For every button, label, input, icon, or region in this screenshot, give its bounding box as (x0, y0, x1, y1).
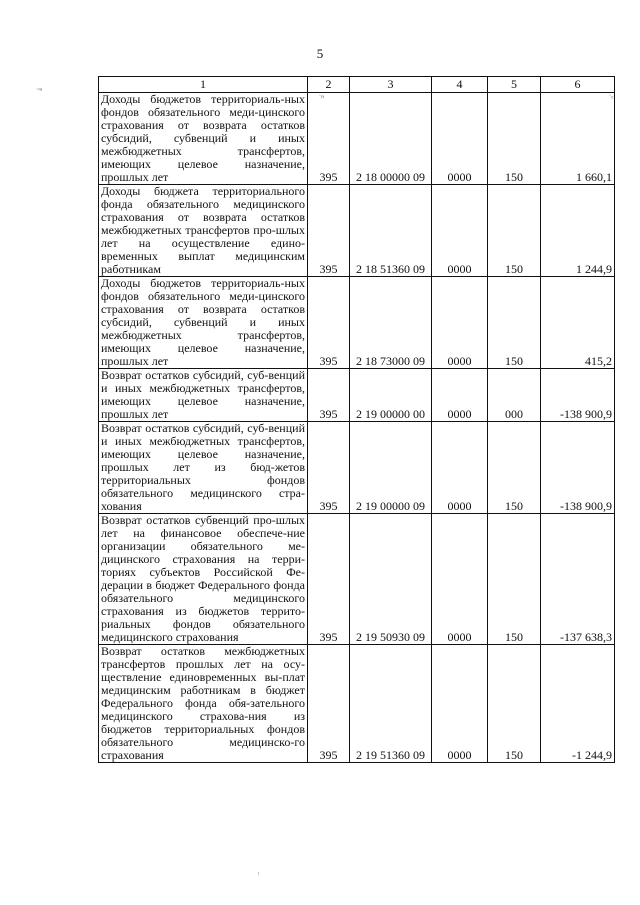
row-type-code: 150 (488, 185, 541, 277)
row-program-code: 0000 (432, 369, 488, 422)
row-admin-code: 395 (308, 93, 350, 185)
row-budget-code: 2 19 00000 00 (350, 369, 432, 422)
row-admin-code: 395 (308, 645, 350, 763)
row-admin-code: 395 (308, 277, 350, 369)
row-amount: -138 900,9 (541, 369, 615, 422)
header-col-2: 2 (308, 77, 350, 93)
row-type-code: 150 (488, 514, 541, 645)
row-budget-code: 2 18 51360 09 (350, 185, 432, 277)
row-description: Возврат остатков субсидий, суб-венций и иных межбюджетных трансфертов, имеющих целевое назначение, прошлых лет из бюд-жетов территориальных фондов обязательного медицинского стра-хования (99, 422, 308, 514)
row-amount: -1 244,9 (541, 645, 615, 763)
row-type-code: 150 (488, 277, 541, 369)
table-row (99, 514, 615, 645)
header-col-3: 3 (350, 77, 432, 93)
row-admin-code: 395 (308, 514, 350, 645)
row-admin-code: 395 (308, 369, 350, 422)
budget-table (98, 76, 615, 763)
row-program-code: 0000 (432, 277, 488, 369)
row-type-code: 000 (488, 369, 541, 422)
row-description: Возврат остатков межбюджетных трансфертов прошлых лет на осу-ществление единовременных вы-плат медицинским работникам в бюджет Федерального фонда обя-зательного медицинского страхова-ния из бюджетов территориальных фондов обязательного медицинско-го страхования (99, 645, 308, 763)
header-col-6: 6 (541, 77, 615, 93)
table-row (99, 645, 615, 763)
row-description: Доходы бюджета территориального фонда обязательного медицинского страхования от возврата остатков межбюджетных трансфертов про-шлых лет на осуществление едино-временных выплат медицинским работникам (99, 185, 308, 277)
table-header-row (99, 77, 615, 93)
row-program-code: 0000 (432, 93, 488, 185)
row-amount: -138 900,9 (541, 422, 615, 514)
row-description: Доходы бюджетов территориаль-ных фондов обязательного меди-цинского страхования от возврата остатков субсидий, субвенций и иных межбюджетных трансфертов, имеющих целевое назначение, прошлых лет (99, 277, 308, 369)
row-description: Доходы бюджетов территориаль-ных фондов обязательного меди-цинского страхования от возврата остатков субсидий, субвенций и иных межбюджетных трансфертов, имеющих целевое назначение, прошлых лет (99, 93, 308, 185)
scan-artifact-col2: ˙ᴿ (318, 94, 324, 103)
table-row (99, 93, 615, 185)
row-amount: 1 244,9 (541, 185, 615, 277)
header-col-4: 4 (432, 77, 488, 93)
row-amount: 415,2 (541, 277, 615, 369)
row-description: Возврат остатков субсидий, суб-венций и иных межбюджетных трансфертов, имеющих целевое назначение, прошлых лет (99, 369, 308, 422)
table-row (99, 185, 615, 277)
row-budget-code: 2 19 00000 09 (350, 422, 432, 514)
scan-artifact-right: ˙ᶜ (608, 94, 613, 103)
table-row (99, 369, 615, 422)
row-type-code: 150 (488, 422, 541, 514)
row-admin-code: 395 (308, 185, 350, 277)
row-program-code: 0000 (432, 422, 488, 514)
table-row (99, 422, 615, 514)
row-admin-code: 395 (308, 422, 350, 514)
table-row (99, 277, 615, 369)
header-col-1: 1 (99, 77, 308, 93)
row-budget-code: 2 18 00000 09 (350, 93, 432, 185)
row-program-code: 0000 (432, 645, 488, 763)
row-program-code: 0000 (432, 185, 488, 277)
row-description: Возврат остатков субвенций про-шлых лет на финансовое обеспече-ние организации обязательного ме-дицинского страхования на терри-ториях субъектов Российской Фе-дерации в бюджет Федерального фонда обязательного медицинского страхования из бюджетов террито-риальных фондов обязательного медицинского страхования (99, 514, 308, 645)
row-budget-code: 2 18 73000 09 (350, 277, 432, 369)
row-amount: 1 660,1 (541, 93, 615, 185)
page-number: 5 (316, 46, 324, 61)
row-type-code: 150 (488, 93, 541, 185)
header-col-5: 5 (488, 77, 541, 93)
row-budget-code: 2 19 51360 09 (350, 645, 432, 763)
row-budget-code: 2 19 50930 09 (350, 514, 432, 645)
row-program-code: 0000 (432, 514, 488, 645)
row-type-code: 150 (488, 645, 541, 763)
scan-artifact-left: ⁼ᵃ (36, 86, 42, 95)
row-amount: -137 638,3 (541, 514, 615, 645)
